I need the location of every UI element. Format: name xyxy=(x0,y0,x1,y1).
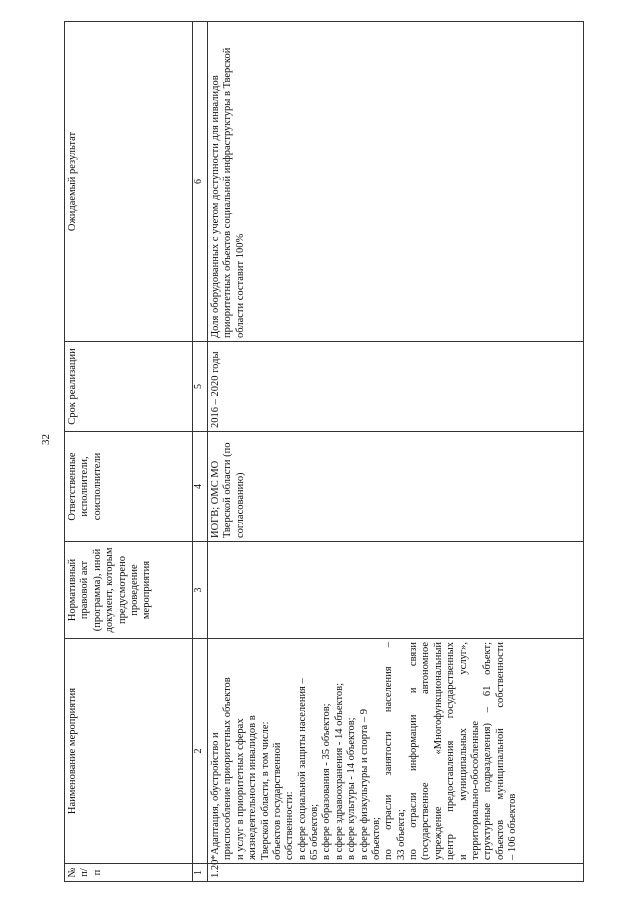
measure-line: в сфере образования - 35 объектов; xyxy=(321,703,333,860)
measure-line: 65 объектов; xyxy=(309,803,320,860)
measure-line: в сфере физкультуры и спорта – 9 xyxy=(358,709,370,860)
measure-line: по отрасли информации и связи xyxy=(408,642,419,860)
measure-cell xyxy=(208,639,584,864)
header-executors: Ответственные исполнители, соисполнители xyxy=(65,432,193,542)
executors-cell: ИОГВ; ОМС МО Тверской области (по согласованию) xyxy=(208,432,584,542)
column-number: 4 xyxy=(193,432,208,542)
column-number-row xyxy=(193,22,208,882)
measure-line: жизнедеятельности инвалидов в xyxy=(247,715,259,860)
measure-line: и муниципальных услуг», xyxy=(457,642,469,860)
rotated-table-container xyxy=(64,22,584,882)
measure-line: структурные подразделения) – 61 объект; xyxy=(482,642,494,860)
header-measure: Наименование мероприятия xyxy=(65,639,193,864)
header-result: Ожидаемый результат xyxy=(65,22,193,342)
measure-line: собственности: xyxy=(284,791,296,860)
measure-line: *Адаптация, обустройство и xyxy=(210,732,221,860)
table-row xyxy=(208,22,584,882)
measure-line: в сфере социальной защиты населения – xyxy=(296,678,308,860)
measure-line: территориально-обособленные xyxy=(469,720,481,860)
row-number: 1.20 xyxy=(208,864,584,882)
measure-line: объектов государственной xyxy=(271,742,283,860)
column-number: 1 xyxy=(193,864,208,882)
measure-line: объектов; xyxy=(370,817,382,860)
term-cell: 2016 – 2020 годы xyxy=(208,342,584,432)
measures-table xyxy=(64,21,584,882)
result-cell: Доля оборудованных с учетом доступности для инвалидов приоритетных объектов социальной инфраструктуры в Тверской области составит 100% xyxy=(208,22,584,342)
measure-line: учреждение «Многофункциональный xyxy=(432,642,444,860)
measure-line: центр предоставления государственных xyxy=(445,642,457,860)
measure-line: объектов муниципальной собственности xyxy=(494,642,506,860)
measure-line: (государственное автономное xyxy=(420,642,432,860)
table-header-row xyxy=(65,22,193,882)
column-number: 3 xyxy=(193,542,208,639)
header-term: Срок реализации xyxy=(65,342,193,432)
measure-line: и услуг в приоритетных сферах xyxy=(234,718,246,860)
column-number: 5 xyxy=(193,342,208,432)
column-number: 2 xyxy=(193,639,208,864)
page-number: 32 xyxy=(40,434,52,445)
measure-line: по отрасли занятости населения – xyxy=(383,642,395,860)
measure-line: в сфере здравоохранения - 14 объектов; xyxy=(333,682,345,860)
measure-line: приспособление приоритетных объектов xyxy=(222,677,234,860)
header-number: № п/п xyxy=(65,864,193,882)
header-document: Нормативный правовой акт (программа), иной документ, которым предусмотрено проведение мероприятия xyxy=(65,542,193,639)
column-number: 6 xyxy=(193,22,208,342)
measure-line: Тверской области, в том числе: xyxy=(259,721,271,860)
measure-line: – 106 объектов xyxy=(507,793,518,860)
measure-line: 33 объекта; xyxy=(395,809,407,860)
document-cell xyxy=(208,542,584,639)
measure-line: в сфере культуры - 14 объектов; xyxy=(346,717,358,860)
